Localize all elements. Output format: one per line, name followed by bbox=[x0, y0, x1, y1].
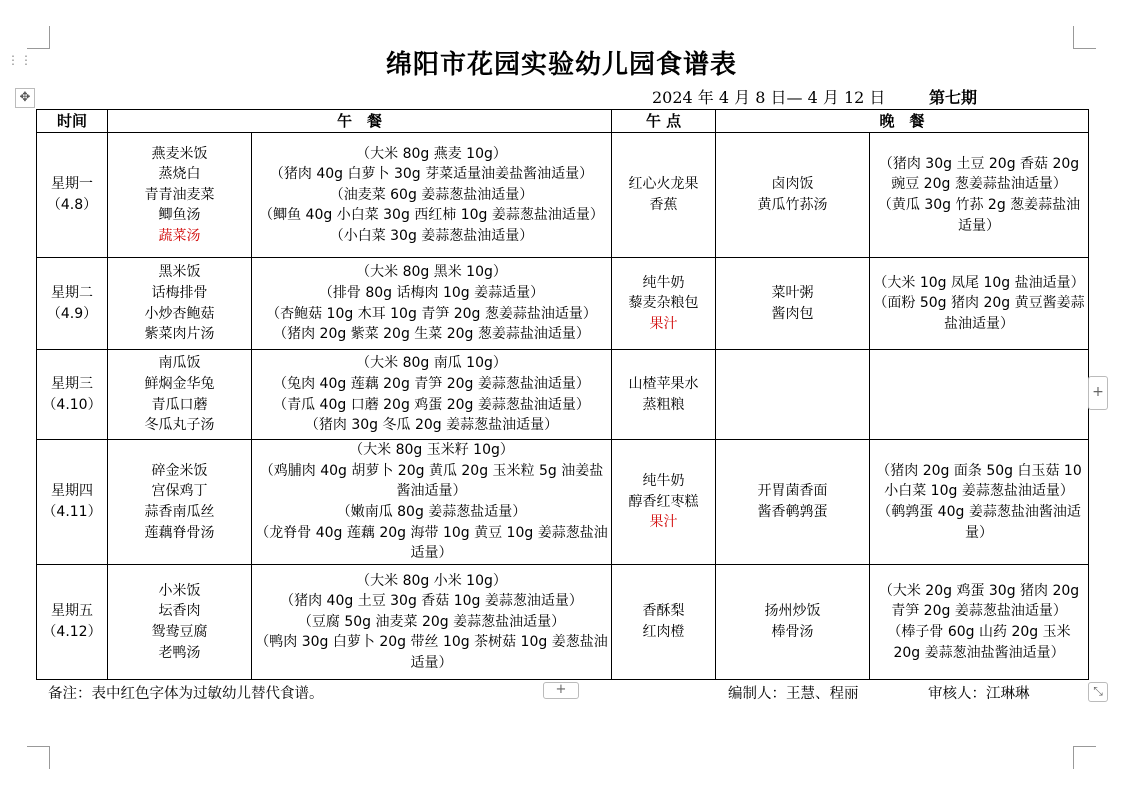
header-time: 时间 bbox=[37, 110, 108, 133]
dinner-ingredient: （棒子骨 60g 山药 20g 玉米 20g 姜蒜葱油盐酱油适量） bbox=[887, 624, 1071, 661]
lunch-dish: 黑米饭 bbox=[158, 264, 201, 281]
snack-cell bbox=[612, 565, 716, 680]
dinner-ingredients-cell bbox=[870, 350, 1089, 440]
header-dinner: 晚 餐 bbox=[716, 110, 1089, 133]
snack-cell bbox=[612, 133, 716, 258]
lunch-dish: 宫保鸡丁 bbox=[151, 483, 208, 500]
page-corner-mark-bottom-right bbox=[1073, 746, 1096, 769]
dinner-ingredients-cell bbox=[870, 133, 1089, 258]
dinner-dish: 菜叶粥 bbox=[771, 284, 814, 301]
table-row bbox=[37, 350, 1089, 440]
lunch-ingredients-cell bbox=[252, 133, 612, 258]
snack-item: 红肉橙 bbox=[642, 624, 685, 640]
dinner-ingredient: （猪肉 30g 土豆 20g 香菇 20g 豌豆 20g 葱姜蒜盐油适量） bbox=[878, 155, 1080, 193]
dinner-dish: 棒骨汤 bbox=[771, 624, 814, 640]
lunch-dishes-cell bbox=[108, 565, 252, 680]
footer-note: 备注：表中红色字体为过敏幼儿替代食谱。 bbox=[48, 686, 324, 702]
dinner-dishes-cell bbox=[716, 565, 870, 680]
lunch-ingredients-cell bbox=[252, 565, 612, 680]
date-range: 2024 年 4 月 8 日— 4 月 12 日 bbox=[652, 88, 886, 107]
lunch-dish: 老鸭汤 bbox=[158, 644, 201, 661]
dinner-dish: 酱肉包 bbox=[771, 305, 814, 322]
header-snack: 午 点 bbox=[612, 110, 716, 133]
add-row-button[interactable]: + bbox=[543, 682, 579, 699]
lunch-dish: 青瓜口蘑 bbox=[151, 396, 208, 413]
day-cell bbox=[37, 258, 108, 350]
footer-reviewer: 审核人：江琳琳 bbox=[928, 686, 1030, 702]
dinner-ingredient: （大米 10g 凤尾 10g 盐油适量） bbox=[873, 274, 1085, 291]
lunch-ingredient: （猪肉 30g 冬瓜 20g 姜蒜葱盐油适量） bbox=[304, 417, 559, 434]
lunch-ingredient: （兔肉 40g 莲藕 20g 青笋 20g 姜蒜葱盐油适量） bbox=[273, 375, 590, 392]
snack-item: 纯牛奶 bbox=[642, 274, 685, 291]
resize-icon[interactable]: ⤡ bbox=[1088, 682, 1108, 702]
menu-table bbox=[36, 109, 1089, 680]
dinner-dish: 卤肉饭 bbox=[771, 176, 814, 193]
table-move-icon[interactable]: ✥ bbox=[15, 88, 35, 108]
lunch-dish: 鸳鸯豆腐 bbox=[151, 624, 208, 640]
lunch-dish: 冬瓜丸子汤 bbox=[144, 417, 215, 434]
lunch-dish: 蒜香南瓜丝 bbox=[144, 504, 215, 520]
day-date: （4.11） bbox=[42, 504, 102, 520]
lunch-dish: 蔬菜汤 bbox=[158, 227, 201, 244]
lunch-dish: 鲫鱼汤 bbox=[158, 207, 201, 224]
snack-item: 纯牛奶 bbox=[642, 473, 685, 490]
snack-item: 醇香红枣糕 bbox=[628, 493, 699, 510]
drag-grip-icon[interactable]: ⋮⋮ bbox=[7, 53, 33, 67]
day-cell bbox=[37, 440, 108, 565]
lunch-ingredient: （大米 80g 燕麦 10g） bbox=[356, 145, 507, 162]
lunch-ingredients-cell bbox=[252, 258, 612, 350]
dinner-dishes-cell bbox=[716, 440, 870, 565]
dinner-dish: 开胃菌香面 bbox=[757, 483, 828, 500]
table-row bbox=[37, 440, 1089, 565]
dinner-dishes-cell bbox=[716, 258, 870, 350]
lunch-dishes-cell bbox=[108, 350, 252, 440]
lunch-dish: 话梅排骨 bbox=[151, 284, 208, 301]
header-lunch: 午 餐 bbox=[108, 110, 612, 133]
lunch-ingredient: （鲫鱼 40g 小白菜 30g 西红柿 10g 姜蒜葱盐油适量） bbox=[259, 207, 604, 224]
lunch-ingredients-cell bbox=[252, 440, 612, 565]
day-cell bbox=[37, 133, 108, 258]
table-row bbox=[37, 133, 1089, 258]
page-title: 绵阳市花园实验幼儿园食谱表 bbox=[385, 50, 737, 80]
day-name: 星期一 bbox=[51, 176, 93, 193]
lunch-dish: 碎金米饭 bbox=[151, 462, 208, 479]
dinner-ingredient: （鹌鹑蛋 40g 姜蒜葱盐油酱油适量） bbox=[877, 504, 1081, 541]
lunch-ingredient: （猪肉 20g 紫菜 20g 生菜 20g 葱姜蒜盐油适量） bbox=[273, 326, 590, 343]
snack-cell bbox=[612, 258, 716, 350]
lunch-ingredient: （大米 80g 玉米籽 10g） bbox=[349, 442, 514, 459]
day-cell bbox=[37, 565, 108, 680]
dinner-ingredients-cell bbox=[870, 565, 1089, 680]
lunch-ingredient: （豆腐 50g 油麦菜 20g 姜蒜葱盐油适量） bbox=[297, 613, 566, 630]
snack-item: 山楂苹果水 bbox=[628, 375, 699, 392]
lunch-ingredient: （杏鲍菇 10g 木耳 10g 青笋 20g 葱姜蒜盐油适量） bbox=[266, 305, 597, 322]
day-date: （4.10） bbox=[42, 396, 102, 413]
snack-item: 果汁 bbox=[649, 514, 678, 531]
lunch-ingredient: （猪肉 40g 土豆 30g 香菇 10g 姜蒜葱油适量） bbox=[280, 593, 583, 610]
add-column-button[interactable]: + bbox=[1088, 376, 1108, 410]
day-name: 星期四 bbox=[51, 483, 93, 500]
day-name: 星期三 bbox=[51, 375, 93, 392]
lunch-ingredient: （大米 80g 小米 10g） bbox=[356, 572, 507, 589]
snack-cell bbox=[612, 350, 716, 440]
snack-item: 香酥梨 bbox=[642, 603, 685, 620]
dinner-dish: 黄瓜竹荪汤 bbox=[757, 197, 828, 213]
dinner-dishes-cell bbox=[716, 133, 870, 258]
dinner-ingredients-cell bbox=[870, 440, 1089, 565]
lunch-ingredients-cell bbox=[252, 350, 612, 440]
day-date: （4.8） bbox=[46, 197, 98, 213]
lunch-ingredient: （鸭肉 30g 白萝卜 20g 带丝 10g 茶树菇 10g 姜葱盐油适量） bbox=[255, 634, 608, 671]
table-row bbox=[37, 258, 1089, 350]
lunch-dishes-cell bbox=[108, 133, 252, 258]
day-name: 星期二 bbox=[51, 284, 93, 301]
dinner-dishes-cell bbox=[716, 350, 870, 440]
lunch-ingredient: （油麦菜 60g 姜蒜葱盐油适量） bbox=[329, 186, 534, 203]
dinner-dish: 扬州炒饭 bbox=[764, 603, 821, 620]
lunch-ingredient: （青瓜 40g 口蘑 20g 鸡蛋 20g 姜蒜葱盐油适量） bbox=[273, 396, 590, 413]
page-corner-mark-bottom-left bbox=[27, 746, 50, 769]
period-label: 第七期 bbox=[929, 88, 978, 107]
snack-item: 藜麦杂粮包 bbox=[628, 295, 699, 312]
lunch-ingredient: （排骨 80g 话梅肉 10g 姜蒜适量） bbox=[318, 284, 545, 301]
day-date: （4.12） bbox=[42, 624, 102, 640]
day-name: 星期五 bbox=[51, 603, 93, 620]
snack-item: 红心火龙果 bbox=[628, 176, 699, 193]
lunch-ingredient: （嫩南瓜 80g 姜蒜葱盐适量） bbox=[336, 504, 527, 520]
lunch-dish: 小米饭 bbox=[158, 582, 201, 599]
lunch-dish: 紫菜肉片汤 bbox=[144, 326, 215, 343]
lunch-dish: 坛香肉 bbox=[158, 603, 201, 620]
lunch-dish: 莲藕脊骨汤 bbox=[144, 524, 215, 541]
lunch-dish: 蒸烧白 bbox=[158, 166, 201, 183]
lunch-ingredient: （龙脊骨 40g 莲藕 20g 海带 10g 黄豆 10g 姜蒜葱盐油适量） bbox=[255, 524, 608, 562]
header-row bbox=[37, 110, 1089, 133]
lunch-ingredient: （小白菜 30g 姜蒜葱盐油适量） bbox=[329, 227, 534, 244]
lunch-dish: 青青油麦菜 bbox=[144, 186, 215, 203]
lunch-ingredient: （猪肉 40g 白萝卜 30g 芽菜适量油姜盐酱油适量） bbox=[269, 166, 594, 183]
lunch-dishes-cell bbox=[108, 440, 252, 565]
lunch-ingredient: （大米 80g 黑米 10g） bbox=[356, 264, 507, 281]
dinner-ingredient: （大米 20g 鸡蛋 30g 猪肉 20g 青笋 20g 姜蒜葱盐油适量） bbox=[878, 582, 1080, 620]
day-date: （4.9） bbox=[46, 305, 98, 322]
table-row bbox=[37, 565, 1089, 680]
dinner-dish: 酱香鹌鹑蛋 bbox=[757, 504, 828, 520]
lunch-dish: 小炒杏鲍菇 bbox=[144, 305, 215, 322]
snack-item: 香蕉 bbox=[649, 197, 678, 213]
snack-item: 蒸粗粮 bbox=[642, 396, 685, 413]
snack-item: 果汁 bbox=[649, 315, 678, 332]
snack-cell bbox=[612, 440, 716, 565]
lunch-dishes-cell bbox=[108, 258, 252, 350]
lunch-dish: 鲜焖金华兔 bbox=[144, 375, 215, 392]
dinner-ingredient: （猪肉 20g 面条 50g 白玉菇 10 小白菜 10g 姜蒜葱盐油适量） bbox=[876, 462, 1082, 500]
day-cell bbox=[37, 350, 108, 440]
lunch-dish: 燕麦米饭 bbox=[151, 145, 208, 162]
footer-editor: 编制人：王慧、程丽 bbox=[728, 686, 859, 702]
dinner-ingredient: （面粉 50g 猪肉 20g 黄豆酱姜蒜盐油适量） bbox=[873, 295, 1085, 332]
lunch-dish: 南瓜饭 bbox=[158, 355, 201, 372]
lunch-ingredient: （鸡脯肉 40g 胡萝卜 20g 黄瓜 20g 玉米粒 5g 油姜盐酱油适量） bbox=[259, 462, 604, 500]
dinner-ingredients-cell bbox=[870, 258, 1089, 350]
dinner-ingredient: （黄瓜 30g 竹荪 2g 葱姜蒜盐油适量） bbox=[877, 197, 1081, 234]
lunch-ingredient: （大米 80g 南瓜 10g） bbox=[356, 355, 507, 372]
